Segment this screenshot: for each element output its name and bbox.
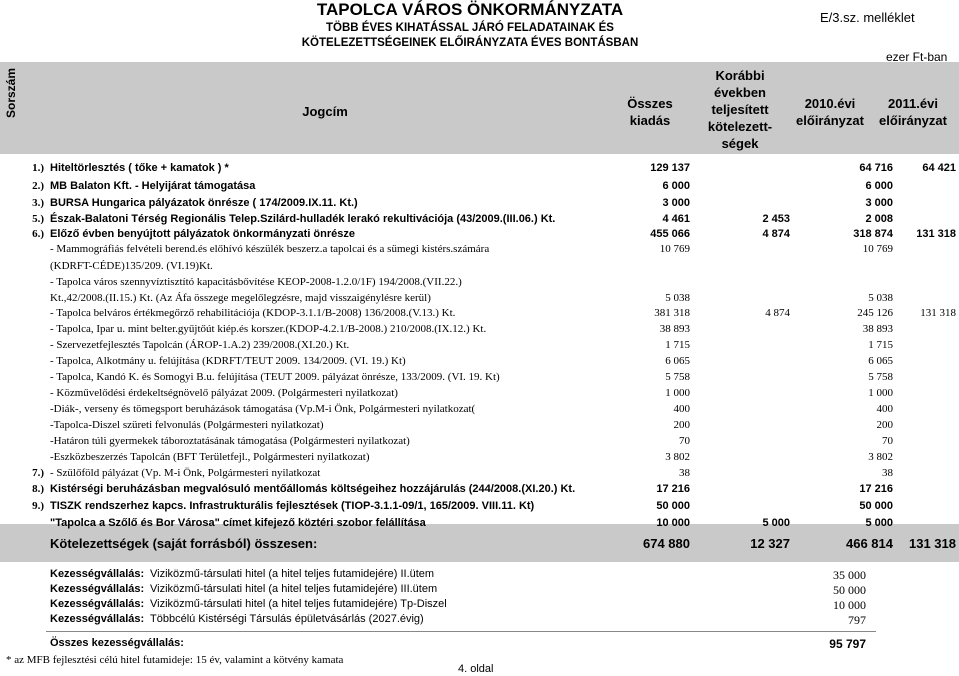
row-prev: 4 874 — [765, 307, 790, 319]
col-header-korabbi-5: ségek — [721, 136, 759, 151]
row-2010: 3 802 — [868, 451, 893, 463]
row-label: Kistérségi beruházásban megvalósuló mentőállomás költségeihez hozzájárulás (244/2008.(XI.20.) Kt. — [50, 483, 576, 495]
summary-2010: 466 814 — [846, 536, 893, 551]
row-number: 3.) — [32, 197, 44, 209]
row-2010: 50 000 — [859, 500, 893, 512]
row-number: 5.) — [32, 213, 44, 225]
row-label: TISZK rendszerhez kapcs. Infrastrukturális fejlesztések (TIOP-3.1.1-09/1, 165/2009. VIII.11. Kt) — [50, 500, 535, 512]
col-header-korabbi-1: Korábbi — [715, 68, 765, 83]
footnote: * az MFB fejlesztési célú hitel futamideje: 15 év, valamint a kötvény kamata — [6, 654, 344, 666]
guarantee-value: 50 000 — [833, 583, 866, 597]
row-total: 38 — [679, 467, 690, 479]
table-row — [0, 180, 959, 198]
guarantee-label: Kezességvállalás: — [50, 583, 145, 595]
row-2010: 70 — [882, 435, 893, 447]
row-2010: 10 769 — [862, 243, 893, 255]
row-prev: 4 874 — [762, 228, 790, 240]
row-number: 8.) — [32, 483, 44, 495]
col-header-2011-1: 2011.évi — [888, 96, 938, 111]
row-2010: 1 000 — [868, 387, 893, 399]
summary-label: Kötelezettségek (saját forrásból) összesen: — [50, 536, 318, 551]
row-label: - Szervezetfejlesztés Tapolcán (ÁROP-1.A.2) 239/2008.(XI.20.) Kt. — [50, 339, 350, 351]
row-label: BURSA Hungarica pályázatok önrésze ( 174/2009.IX.11. Kt.) — [50, 197, 358, 209]
table-row — [0, 243, 959, 261]
row-total: 1 000 — [665, 387, 690, 399]
row-label: - Tapolca, Kandó K. és Somogyi B.u. felújítása (TEUT 2009. pályázat önrésze, 133/2009. (VI. 19. Kt) — [50, 371, 500, 383]
row-2010: 200 — [876, 419, 893, 431]
col-header-osszes-2: kiadás — [629, 113, 671, 128]
row-label: -Határon túli gyermekek táboroztatásának támogatása (Polgármesteri nyilatkozat) — [50, 435, 410, 447]
guarantee-value: 35 000 — [833, 568, 866, 582]
row-total: 3 000 — [662, 197, 690, 209]
table-row — [0, 483, 959, 501]
row-2010: 38 — [882, 467, 893, 479]
row-2011: 131 318 — [920, 307, 956, 319]
row-number: 9.) — [32, 500, 44, 512]
row-2010: 38 893 — [862, 323, 893, 335]
row-label: (KDRFT-CÉDE)135/209. (VI.19)Kt. — [50, 260, 213, 272]
row-label: Előző évben benyújtott pályázatok önkormányzati önrésze — [50, 228, 356, 240]
attachment-label: E/3.sz. melléklet — [820, 10, 915, 25]
guarantee-text: Többcélú Kistérségi Társulás épületvásárlás (2027.évig) — [150, 613, 424, 625]
row-total: 38 893 — [659, 323, 690, 335]
row-total: 6 065 — [665, 355, 690, 367]
page-subtitle-1: TÖBB ÉVES KIHATÁSSAL JÁRÓ FELADATAINAK ÉS — [326, 22, 614, 34]
col-header-2010-2: előirányzat — [796, 113, 864, 128]
row-2010: 64 716 — [859, 162, 893, 174]
row-total: 129 137 — [650, 162, 690, 174]
row-label: -Tapolca-Diszel szüreti felvonulás (Polgármesteri nyilatkozat) — [50, 419, 324, 431]
row-number: 7.) — [32, 467, 44, 479]
col-header-2011-2: előirányzat — [879, 113, 947, 128]
guarantee-label: Kezességvállalás: — [50, 613, 145, 625]
col-header-jogcim: Jogcím — [302, 104, 348, 119]
row-2010: 17 216 — [859, 483, 893, 495]
row-total: 3 802 — [665, 451, 690, 463]
row-label: - Tapolca belváros értékmegőrző rehabilitációja (KDOP-3.1.1/B-2008) 136/2008.(V.13.) Kt. — [50, 307, 456, 319]
page-number: 4. oldal — [458, 663, 494, 675]
col-header-korabbi-3: teljesített — [711, 102, 769, 117]
guarantee-row — [0, 613, 959, 631]
guarantee-value: 10 000 — [833, 598, 866, 612]
row-label: - Tapolca, Ipar u. mint belter.gyűjtőút kiép.és korszer.(KDOP-4.2.1/B-2008.) 210/2008.(IX.12.) Kt. — [50, 323, 487, 335]
row-total: 381 318 — [654, 307, 690, 319]
col-header-korabbi-4: kötelezett- — [707, 119, 773, 134]
summary-2011: 131 318 — [909, 536, 956, 551]
row-label: Kt.,42/2008.(II.15.) Kt. (Az Áfa összege megelőlegzésre, majd visszaigénylésre kerül) — [50, 292, 431, 304]
col-header-korabbi-2: években — [713, 85, 767, 100]
row-2010: 1 715 — [868, 339, 893, 351]
page-title: TAPOLCA VÁROS ÖNKORMÁNYZATA — [316, 0, 624, 19]
col-header-sorszam: Sorszám — [4, 67, 18, 118]
row-label: - Mammográfiás felvételi berend.és előhívó készülék beszerz.a tapolcai és a sümegi kistérs.számára — [50, 243, 490, 255]
row-prev: 5 000 — [762, 517, 790, 529]
unit-label: ezer Ft-ban — [886, 50, 948, 64]
summary-prev: 12 327 — [750, 536, 790, 551]
row-total: 17 216 — [656, 483, 690, 495]
row-total: 6 000 — [662, 180, 690, 192]
summary-total: 674 880 — [643, 536, 690, 551]
col-header-osszes-1: Összes — [627, 96, 673, 111]
row-total: 5 758 — [665, 371, 690, 383]
guarantee-text: Viziközmű-társulati hitel (a hitel teljes futamidejére) Tp-Diszel — [150, 598, 447, 610]
row-total: 4 461 — [662, 213, 690, 225]
guarantee-label: Kezességvállalás: — [50, 568, 145, 580]
row-2010: 3 000 — [865, 197, 893, 209]
row-label: Észak-Balatoni Térség Regionális Telep.Szilárd-hulladék lerakó rekultivációja (43/2009.(III.06.) Kt. — [50, 213, 556, 225]
table-row — [0, 500, 959, 518]
row-2011: 131 318 — [916, 228, 956, 240]
table-row — [0, 162, 959, 180]
row-label: MB Balaton Kft. - Helyijárat támogatása — [50, 180, 256, 192]
page-subtitle-2: KÖTELEZETTSÉGEINEK ELŐIRÁNYZATA ÉVES BONTÁSBAN — [301, 37, 639, 49]
divider — [46, 631, 876, 632]
row-label: - Tapolca, Alkotmány u. felújítása (KDRFT/TEUT 2009. 134/2009. (VI. 19.) Kt) — [50, 355, 406, 367]
row-label: Hiteltörlesztés ( tőke + kamatok ) * — [50, 162, 229, 174]
row-2010: 2 008 — [865, 213, 893, 225]
row-total: 5 038 — [665, 292, 690, 304]
row-2010: 6 065 — [868, 355, 893, 367]
guarantee-total-label: Összes kezességvállalás: — [50, 637, 184, 649]
row-2010: 5 038 — [868, 292, 893, 304]
row-label: -Diák-, verseny és tömegsport beruházások támogatása (Vp.M-i Önk, Polgármesteri nyilatkozat( — [50, 403, 476, 415]
row-2010: 318 874 — [853, 228, 893, 240]
row-total: 1 715 — [665, 339, 690, 351]
row-2010: 245 126 — [857, 307, 893, 319]
row-label: "Tapolca a Szőlő és Bor Városa" címet kifejező köztéri szobor felállítása — [50, 517, 426, 529]
row-total: 200 — [673, 419, 690, 431]
guarantee-total-value: 95 797 — [829, 637, 866, 651]
guarantee-text: Viziközmű-társulati hitel (a hitel teljes futamidejére) III.ütem — [150, 583, 438, 595]
row-number: 2.) — [32, 180, 44, 192]
guarantee-text: Viziközmű-társulati hitel (a hitel teljes futamidejére) II.ütem — [150, 568, 435, 580]
row-total: 10 000 — [656, 517, 690, 529]
col-header-2010-1: 2010.évi — [804, 96, 856, 111]
row-2010: 6 000 — [865, 180, 893, 192]
row-total: 70 — [679, 435, 690, 447]
table-row — [0, 517, 959, 535]
row-prev: 2 453 — [762, 213, 790, 225]
guarantee-value: 797 — [848, 613, 866, 627]
row-total: 400 — [673, 403, 690, 415]
guarantee-label: Kezességvállalás: — [50, 598, 145, 610]
row-total: 455 066 — [650, 228, 690, 240]
row-2010: 5 000 — [865, 517, 893, 529]
row-2010: 5 758 — [868, 371, 893, 383]
row-label: - Szülőföld pályázat (Vp. M-i Önk, Polgármesteri nyilatkozat — [50, 467, 321, 479]
row-label: - Tapolca város szennyvíztisztító kapacitásbővítése KEOP-2008-1.2.0/1F) 194/2008.(VII.22.) — [50, 276, 462, 288]
row-number: 1.) — [32, 162, 44, 174]
row-2011: 64 421 — [922, 162, 956, 174]
row-label: - Közművelődési érdekeltségnövelő pályázat 2009. (Polgármesteri nyilatkozat) — [50, 387, 398, 399]
row-total: 50 000 — [656, 500, 690, 512]
row-label: -Eszközbeszerzés Tapolcán (BFT Területfejl., Polgármesteri nyilatkozat) — [50, 451, 370, 463]
row-total: 10 769 — [659, 243, 690, 255]
row-number: 6.) — [32, 228, 44, 240]
row-2010: 400 — [876, 403, 893, 415]
